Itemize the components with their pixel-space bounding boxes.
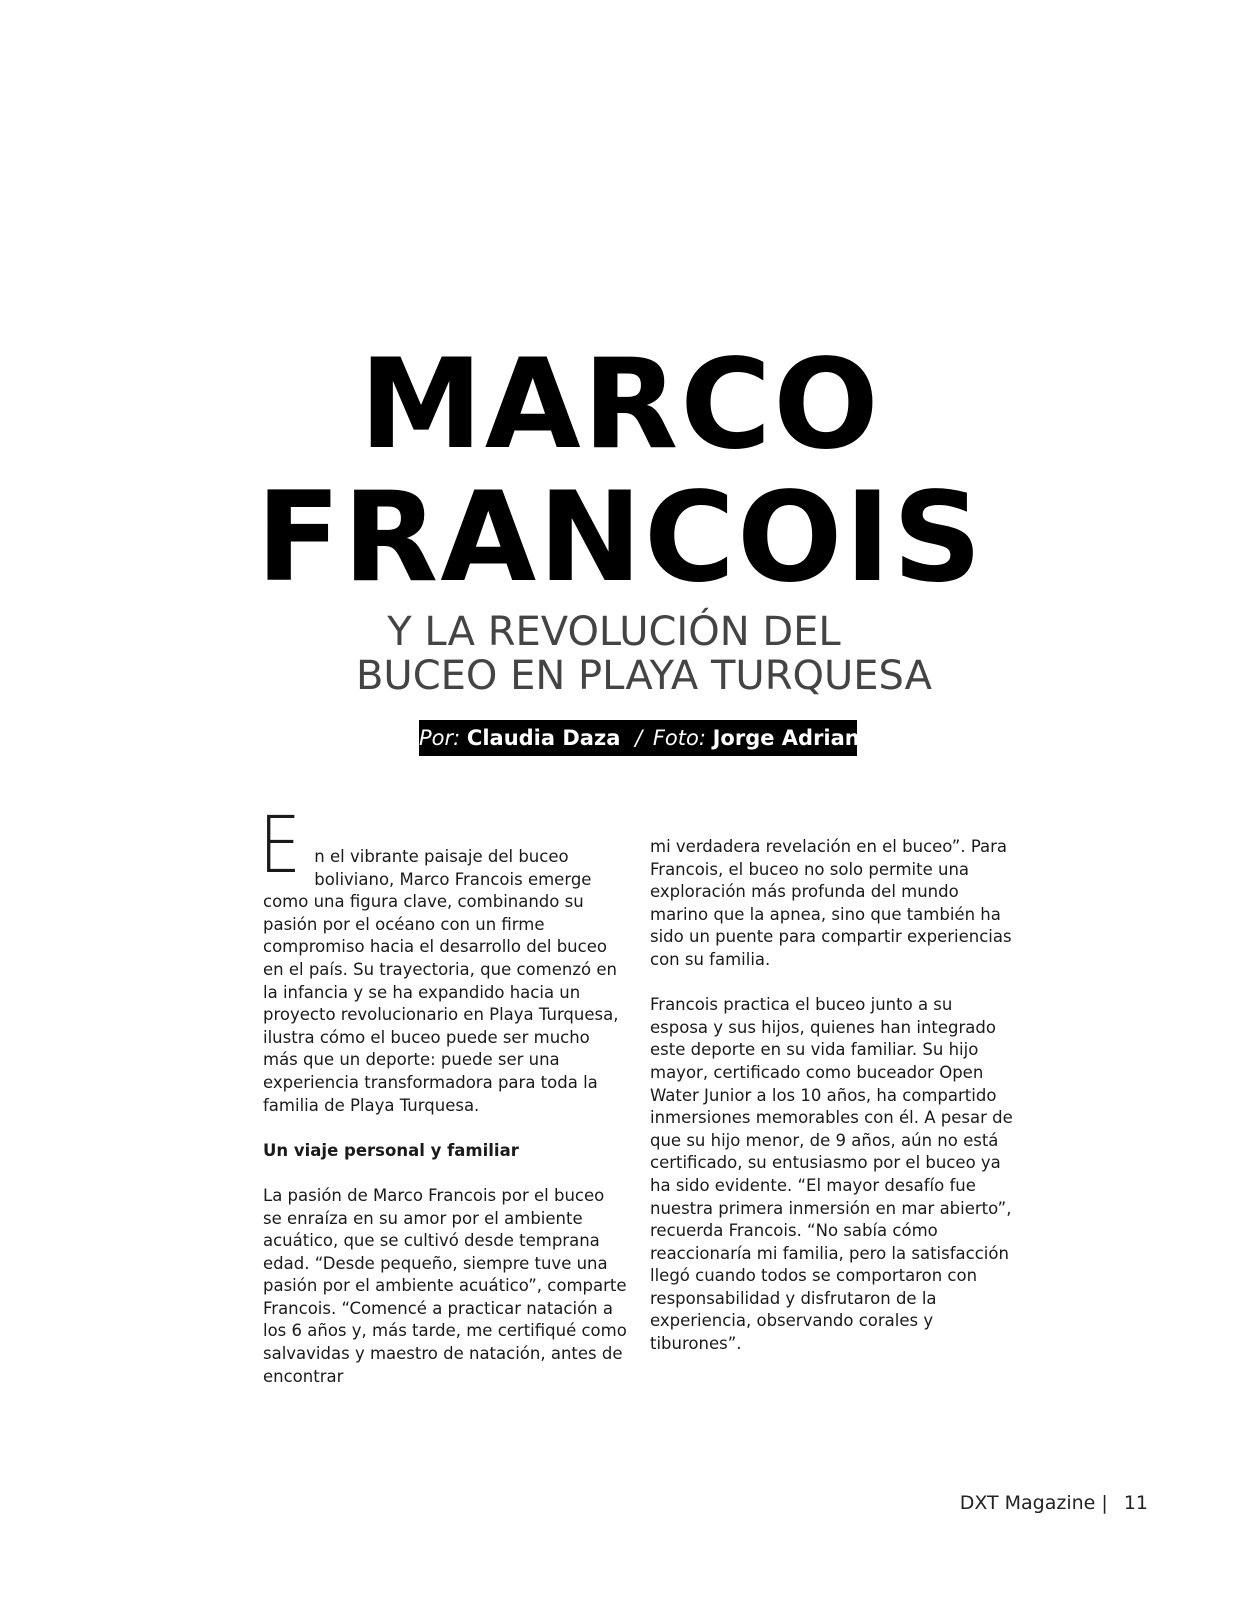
- article-title-line-1: MARCO: [359, 333, 881, 477]
- article-subtitle-line-1: Y LA REVOLUCIÓN DEL: [387, 609, 841, 655]
- byline-separator: /: [635, 726, 643, 750]
- magazine-name: DXT Magazine |: [959, 1492, 1108, 1514]
- section-heading: Un viaje personal y familiar: [263, 1140, 519, 1160]
- article-subtitle-line-2: BUCEO EN PLAYA TURQUESA: [355, 653, 933, 699]
- body-paragraph: n el vibrante paisaje del buceo boliviano, Marco Francois emerge como una figura clave, combinando su pasión por el océano con un firme compromiso hacia el desarrollo del buceo en el país. Su trayectoria, que comenzó en la infancia y se ha expandido hacia un proyecto revolucionario en Playa Turquesa, ilustra cómo el buceo puede ser mucho más que un deporte: puede ser una experiencia transformadora para toda la familia de Playa Turquesa.: [263, 847, 619, 1115]
- page-footer: [960, 1492, 1148, 1514]
- body-paragraph: mi verdadera revelación en el buceo”. Para Francois, el buceo no solo permite una exploración más profunda del mundo marino que la apnea, sino que también ha sido un puente para compartir experiencias con su familia.: [650, 837, 1012, 969]
- photographer-name: Jorge Adrian: [712, 726, 860, 750]
- body-paragraph: Francois practica el buceo junto a su esposa y sus hijos, quienes han integrado este deporte en su vida familiar. Su hijo mayor, certificado como buceador Open Water Junior a los 10 años, ha compartido inmersiones memorables con él. A pesar de que su hijo menor, de 9 años, aún no está certificado, su entusiasmo por el buceo ya ha sido evidente. “El mayor desafío fue nuestra primera inmersión en mar abierto”, recuerda Francois. “No sabía cómo reaccionaría mi familia, pero la satisfacción llegó cuando todos se comportaron con responsabilidad y disfrutaron de la experiencia, observando corales y tiburones”.: [650, 995, 1013, 1354]
- body-paragraph: La pasión de Marco Francois por el buceo se enraíza en su amor por el ambiente acuático, que se cultivó desde temprana edad. “Desde pequeño, siempre tuve una pasión por el ambiente acuático”, comparte Francois. “Comencé a practicar natación a los 6 años y, más tarde, me certifiqué como salvavidas y maestro de natación, antes de encontrar: [263, 1185, 627, 1386]
- article-column-left: [259, 801, 628, 1388]
- byline-banner: [419, 720, 860, 756]
- drop-cap: E: [259, 801, 301, 891]
- article-title-line-2: FRANCOIS: [256, 466, 984, 610]
- photo-label: Foto:: [652, 726, 706, 750]
- author-name: Claudia Daza: [466, 726, 621, 750]
- page-number: 11: [1123, 1492, 1148, 1514]
- article-column-right: [650, 836, 1015, 1356]
- author-label: Por:: [419, 726, 461, 750]
